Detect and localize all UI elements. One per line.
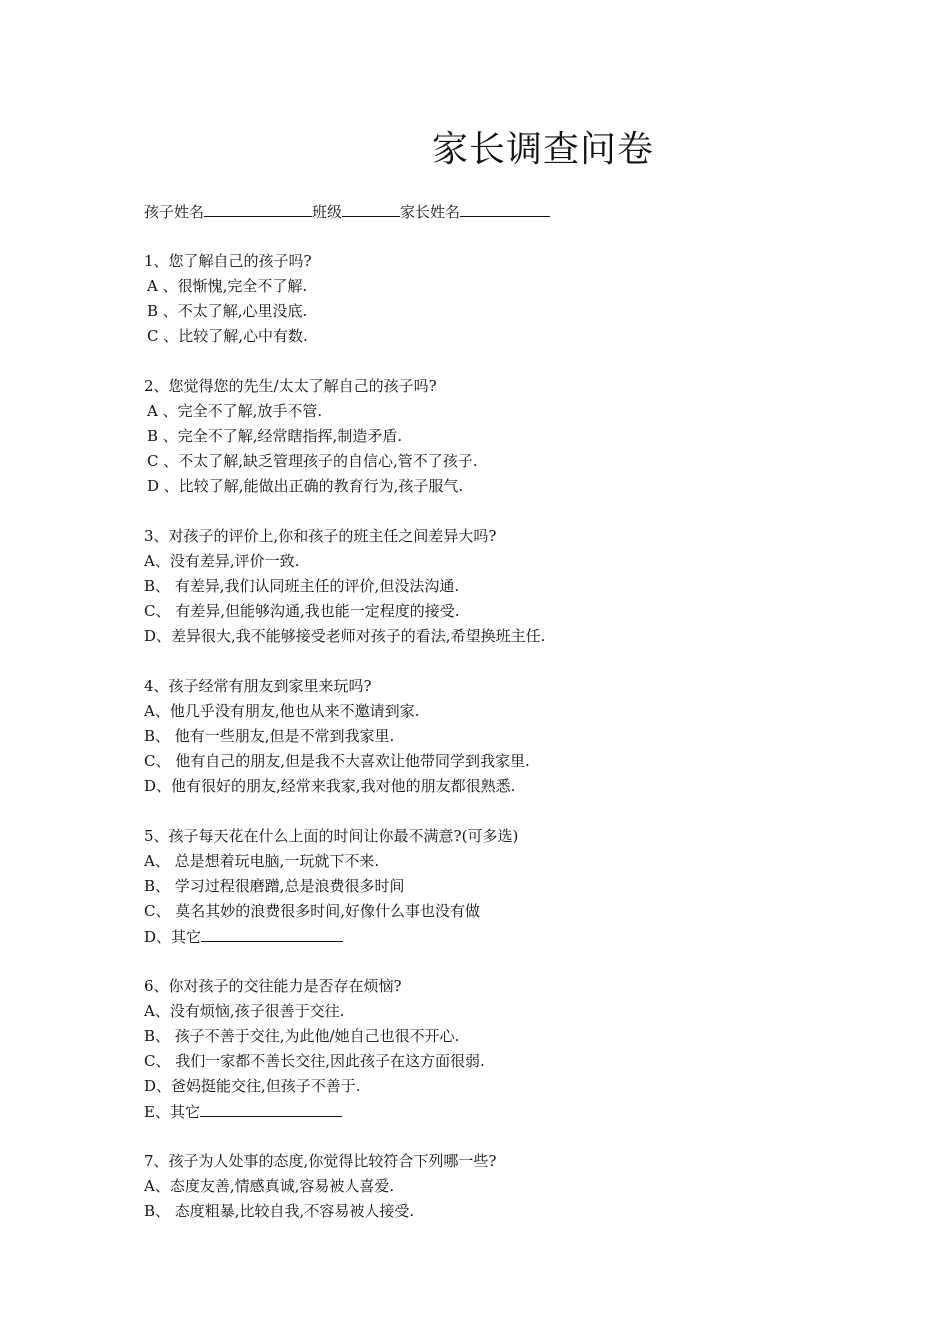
- question-4: 4、孩子经常有朋友到家里来玩吗?: [144, 677, 372, 695]
- option-6e[interactable]: [144, 1099, 864, 1124]
- option-4d[interactable]: D、他有很好的朋友,经常来我家,我对他的朋友都很熟悉.: [144, 777, 516, 795]
- option-4a[interactable]: A、他几乎没有朋友,他也从来不邀请到家.: [144, 702, 420, 720]
- option-1b[interactable]: B 、不太了解,心里没底.: [147, 302, 308, 320]
- option-3c[interactable]: C、 有差异,但能够沟通,我也能一定程度的接受.: [144, 602, 460, 620]
- other-field-6[interactable]: [200, 1099, 342, 1117]
- parent-name-field[interactable]: [460, 199, 550, 217]
- other-field-5[interactable]: [201, 924, 343, 942]
- page-title: 家长调查问卷: [432, 129, 655, 170]
- spacer: [144, 649, 864, 674]
- child-name-field[interactable]: [204, 199, 312, 217]
- option-2b[interactable]: B 、完全不了解,经常瞎指挥,制造矛盾.: [147, 427, 403, 445]
- option-5d[interactable]: [144, 924, 864, 949]
- option-3d[interactable]: D、差异很大,我不能够接受老师对孩子的看法,希望换班主任.: [144, 627, 546, 645]
- question-3: 3、对孩子的评价上,你和孩子的班主任之间差异大吗?: [144, 527, 497, 545]
- option-7a[interactable]: A、态度友善,情感真诚,容易被人喜爱.: [144, 1177, 395, 1195]
- option-3b[interactable]: B、 有差异,我们认同班主任的评价,但没法沟通.: [144, 577, 460, 595]
- child-name-label: 孩子姓名: [144, 203, 205, 221]
- info-line: [144, 199, 864, 224]
- spacer: [144, 349, 864, 374]
- option-2a[interactable]: A 、完全不了解,放手不管.: [147, 402, 323, 420]
- option-5c[interactable]: C、 莫名其妙的浪费很多时间,好像什么事也没有做: [144, 902, 481, 920]
- spacer: [144, 799, 864, 824]
- question-5: 5、孩子每天花在什么上面的时间让你最不满意?(可多选): [144, 827, 519, 845]
- option-6b[interactable]: B、 孩子不善于交往,为此他/她自己也很不开心.: [144, 1027, 460, 1045]
- spacer: [144, 224, 864, 249]
- option-5b[interactable]: B、 学习过程很磨蹭,总是浪费很多时间: [144, 877, 405, 895]
- option-4b[interactable]: B、 他有一些朋友,但是不常到我家里.: [144, 727, 395, 745]
- option-4c[interactable]: C、 他有自己的朋友,但是我不大喜欢让他带同学到我家里.: [144, 752, 530, 770]
- option-1a[interactable]: A 、很惭愧,完全不了解.: [147, 277, 308, 295]
- option-6c[interactable]: C、 我们一家都不善长交往,因此孩子在这方面很弱.: [144, 1052, 485, 1070]
- class-label: 班级: [312, 203, 343, 221]
- question-2: 2、您觉得您的先生/太太了解自己的孩子吗?: [144, 377, 437, 395]
- question-7: 7、孩子为人处事的态度,你觉得比较符合下列哪一些?: [144, 1152, 497, 1170]
- question-6: 6、你对孩子的交往能力是否存在烦恼?: [144, 977, 402, 995]
- option-6e-label: E、其它: [144, 1103, 200, 1121]
- option-3a[interactable]: A、没有差异,评价一致.: [144, 552, 300, 570]
- option-5d-label: D、其它: [144, 928, 202, 946]
- question-1: 1、您了解自己的孩子吗?: [144, 252, 312, 270]
- parent-name-label: 家长姓名: [400, 203, 461, 221]
- spacer: [144, 499, 864, 524]
- option-2d[interactable]: D 、比较了解,能做出正确的教育行为,孩子服气.: [147, 477, 464, 495]
- option-7b[interactable]: B、 态度粗暴,比较自我,不容易被人接受.: [144, 1202, 415, 1220]
- option-5a[interactable]: A、 总是想着玩电脑,一玩就下不来.: [144, 852, 380, 870]
- spacer: [144, 1124, 864, 1149]
- option-2c[interactable]: C 、不太了解,缺乏管理孩子的自信心,管不了孩子.: [147, 452, 478, 470]
- spacer: [144, 949, 864, 974]
- survey-body: [144, 199, 864, 1224]
- option-1c[interactable]: C 、比较了解,心中有数.: [147, 327, 308, 345]
- option-6a[interactable]: A、没有烦恼,孩子很善于交往.: [144, 1002, 345, 1020]
- option-6d[interactable]: D、爸妈挺能交往,但孩子不善于.: [144, 1077, 361, 1095]
- class-field[interactable]: [342, 199, 400, 217]
